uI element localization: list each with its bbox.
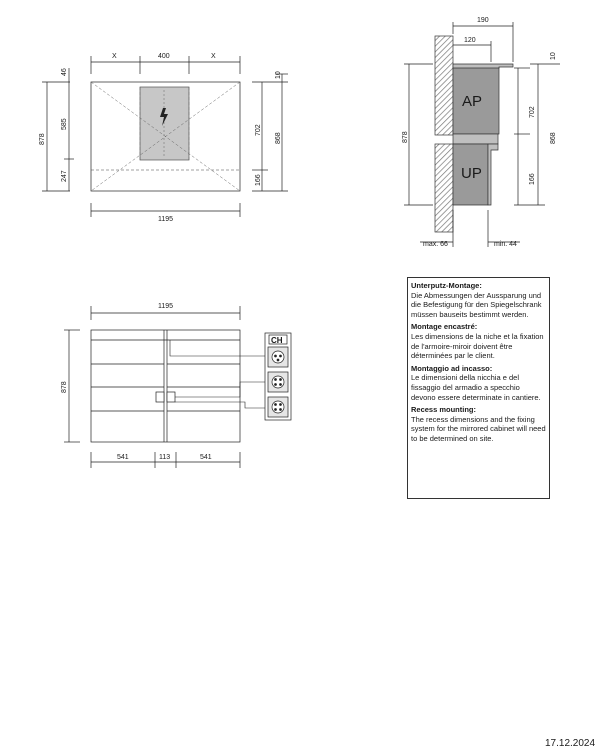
dim-190: 190 [477, 17, 489, 24]
note-title: Unterputz-Montage: [411, 281, 482, 290]
dim-166-side: 166 [529, 173, 536, 185]
recess-area [140, 87, 189, 160]
note-text: Die Abmessungen der Aussparung und die Befestigung für den Spiegelschrank müssen bauseits bestimmt werden. [411, 290, 542, 319]
dim-10-front: 10 [275, 71, 282, 79]
note-text: The recess dimensions and the fixing system for the mirrored cabinet will need to be determined on site. [411, 414, 546, 443]
dim-46: 46 [61, 68, 68, 76]
document-date: 17.12.2024 [545, 738, 596, 749]
wall-lower [435, 144, 453, 232]
label-up: UP [461, 165, 482, 182]
dim-1195-front: 1195 [158, 216, 174, 223]
dim-x-right: X [211, 53, 216, 60]
dim-400: 400 [158, 53, 170, 60]
socket-icon [268, 372, 288, 392]
dim-113: 113 [159, 454, 171, 461]
dim-max66: max. 66 [423, 241, 448, 248]
wall-upper [435, 36, 453, 135]
dim-1195-cabinet: 1195 [158, 303, 174, 310]
dim-x-left: X [112, 53, 117, 60]
dim-166-front: 166 [255, 174, 262, 186]
note-en [411, 405, 546, 443]
socket-panel [265, 333, 291, 420]
dim-10-side: 10 [550, 52, 557, 60]
dim-min44: min. 44 [494, 241, 517, 248]
dim-585: 585 [61, 118, 68, 130]
cabinet-view [64, 306, 270, 468]
dim-541-right: 541 [200, 454, 212, 461]
mounting-notes [407, 277, 550, 499]
note-title: Montaggio ad incasso: [411, 363, 493, 373]
note-text: Les dimensions de la niche et la fixation de l'armoire-miroir doivent être déterminées par le client. [411, 331, 544, 361]
note-it [411, 364, 546, 402]
dim-541-left: 541 [117, 454, 129, 461]
dim-868-side: 868 [550, 132, 557, 144]
dim-120: 120 [464, 37, 476, 44]
note-title: Recess mounting: [411, 405, 477, 415]
front-view [42, 56, 288, 217]
cabinet-view-labels [61, 303, 212, 461]
dim-702-side: 702 [529, 106, 536, 118]
label-ch: CH [271, 336, 283, 345]
dim-868-front: 868 [275, 132, 282, 144]
side-view [404, 22, 560, 247]
dim-702-front: 702 [255, 124, 262, 136]
socket-icon [268, 397, 288, 417]
label-ap: AP [462, 93, 483, 110]
dim-878-side: 878 [402, 131, 409, 143]
note-de [411, 281, 546, 319]
note-title: Montage encastré: [411, 322, 478, 332]
dim-247: 247 [61, 170, 68, 182]
dim-878-cabinet: 878 [61, 381, 68, 393]
cabinet-outline [91, 330, 240, 442]
dim-878-front: 878 [39, 133, 46, 145]
socket-icon [268, 347, 288, 367]
note-text: Le dimensioni della nicchia e del fissaggio del armadio a specchio devono essere determinate in cantiere. [411, 373, 541, 402]
note-fr [411, 322, 546, 360]
